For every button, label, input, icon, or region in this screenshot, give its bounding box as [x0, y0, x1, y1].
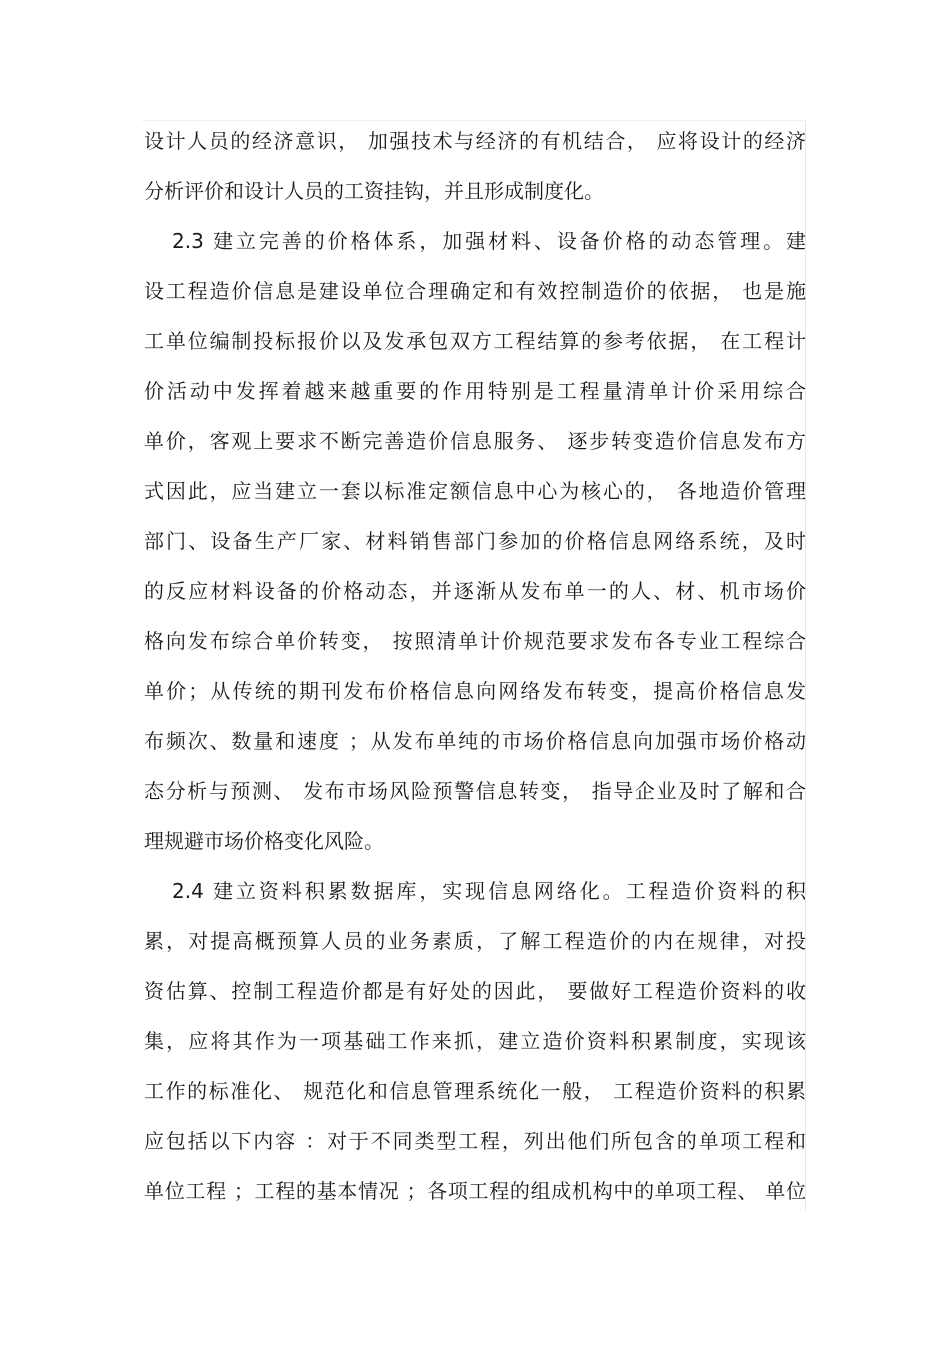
text-line: 单价，客观上要求不断完善造价信息服务、 逐步转变造价信息发布方: [144, 429, 806, 453]
section-heading-2-4: 2.4 建立资料积累数据库，实现信息网络化。工程造价资料的积: [172, 879, 806, 903]
text-line: 工作的标准化、 规范化和信息管理系统化一般， 工程造价资料的积累: [144, 1079, 806, 1103]
text-line: 工单位编制投标报价以及发承包双方工程结算的参考依据， 在工程计: [144, 329, 806, 353]
text-line: 集，应将其作为一项基础工作来抓，建立造价资料积累制度，实现该: [144, 1029, 806, 1053]
document-body: [144, 116, 806, 1216]
text-line: 设工程造价信息是建设单位合理确定和有效控制造价的依据， 也是施: [144, 279, 806, 303]
text-line: 单价；从传统的期刊发布价格信息向网络发布转变，提高价格信息发: [144, 679, 806, 703]
text-line: 价活动中发挥着越来越重要的作用特别是工程量清单计价采用综合: [144, 379, 806, 403]
text-line: 理规避市场价格变化风险。: [144, 829, 384, 853]
text-line: 式因此，应当建立一套以标准定额信息中心为核心的， 各地造价管理: [144, 479, 806, 503]
text-line: 设计人员的经济意识， 加强技术与经济的有机结合， 应将设计的经济: [144, 129, 806, 153]
text-line: 分析评价和设计人员的工资挂钩，并且形成制度化。: [144, 179, 604, 203]
text-line: 态分析与预测、 发布市场风险预警信息转变， 指导企业及时了解和合: [144, 779, 806, 803]
text-line: 资估算、控制工程造价都是有好处的因此， 要做好工程造价资料的收: [144, 979, 806, 1003]
section-heading-2-3: 2.3 建立完善的价格体系，加强材料、设备价格的动态管理。建: [172, 229, 806, 253]
text-line: 应包括以下内容 ：对于不同类型工程，列出他们所包含的单项工程和: [144, 1129, 806, 1153]
text-line: 的反应材料设备的价格动态，并逐渐从发布单一的人、材、机市场价: [144, 579, 806, 603]
text-line: 布频次、数量和速度 ；从发布单纯的市场价格信息向加强市场价格动: [144, 729, 806, 753]
text-line: 累，对提高概预算人员的业务素质，了解工程造价的内在规律，对投: [144, 929, 806, 953]
text-line: 格向发布综合单价转变， 按照清单计价规范要求发布各专业工程综合: [144, 629, 806, 653]
text-line: 单位工程 ；工程的基本情况 ；各项工程的组成机构中的单项工程、 单位: [144, 1179, 806, 1203]
text-line: 部门、设备生产厂家、材料销售部门参加的价格信息网络系统，及时: [144, 529, 806, 553]
